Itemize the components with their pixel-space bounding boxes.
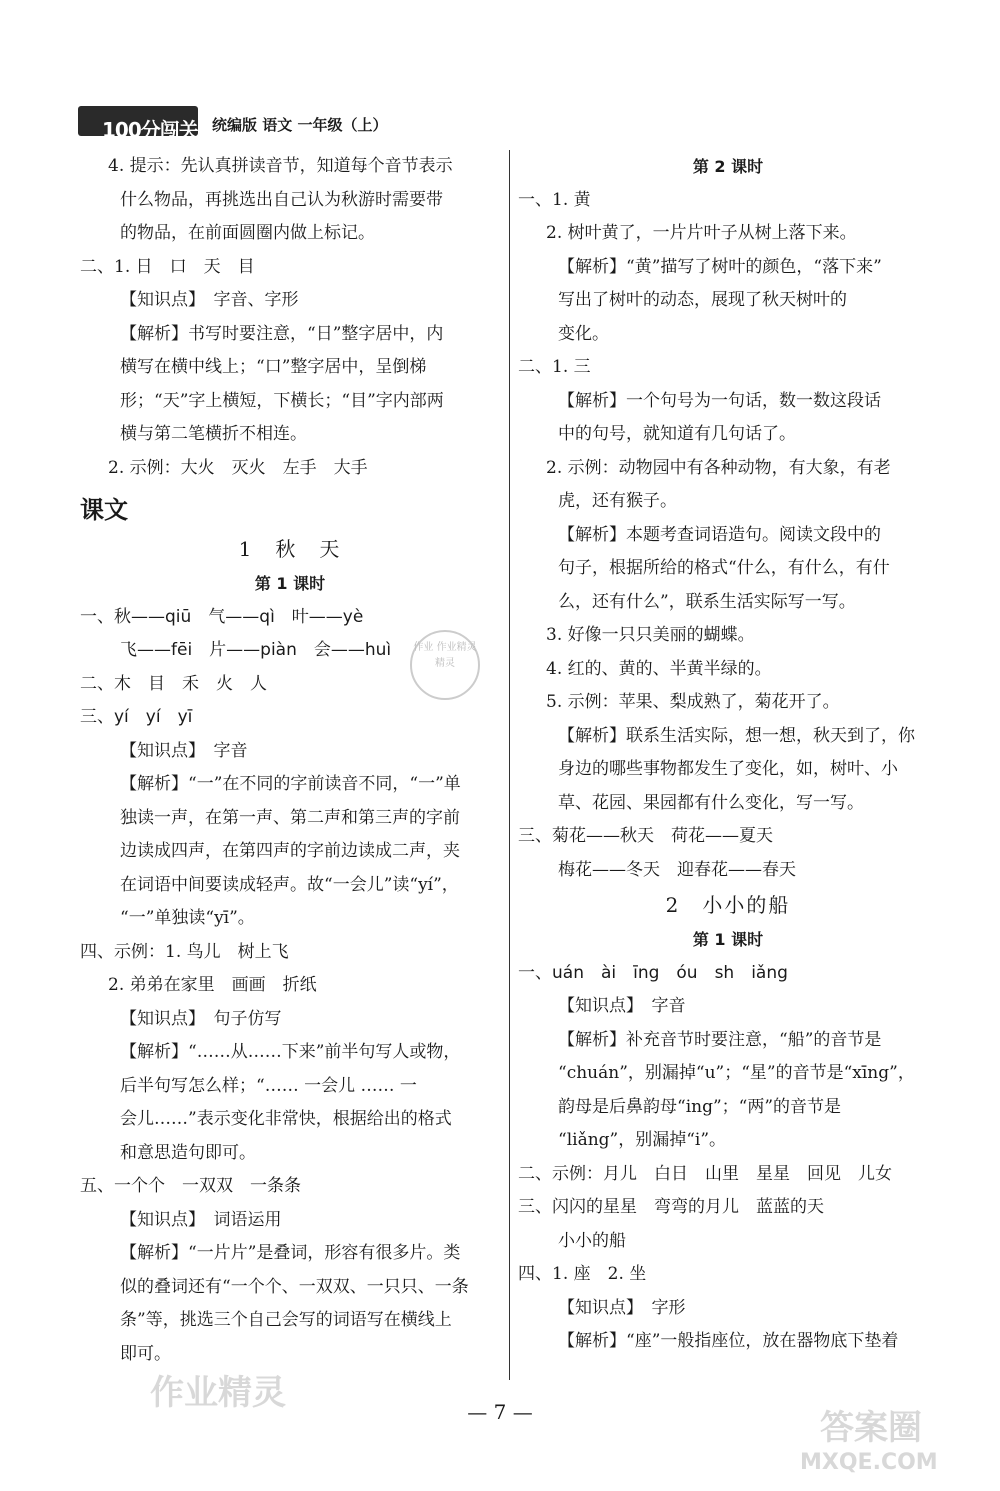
left-line: 【知识点】 句子仿写 (120, 1008, 282, 1029)
right-line: 虎，还有猴子。 (558, 491, 677, 511)
right-line: 【解析】联系生活实际，想一想，秋天到了，你 (558, 725, 915, 746)
right-column (518, 150, 938, 1359)
left-line: 4. 提示：先认真拼读音节，知道每个音节表示 (108, 156, 453, 176)
right-line: 【解析】一个句号为一句话，数一数这段话 (558, 390, 881, 411)
right-line: 【解析】“座”一般指座位，放在器物底下垫着 (558, 1331, 899, 1351)
left-line: 似的叠词还有“一个个、一双双、一只只、一条 (120, 1276, 469, 1297)
left-line: “一”单独读“yī”。 (120, 908, 255, 928)
right-line: 三、闪闪的星星 弯弯的月儿 蓝蓝的天 (518, 1197, 824, 1217)
right-line: 小小的船 (558, 1230, 626, 1251)
left-line: 【知识点】 字音 (120, 740, 248, 761)
left-line: 【解析】“一”在不同的字前读音不同，“一”单 (120, 774, 461, 794)
watermark-bottom-left: 作业精灵 (150, 1373, 286, 1413)
column-divider (509, 150, 510, 1380)
right-line: 么，还有什么”，联系生活实际写一写。 (558, 591, 856, 612)
left-column (80, 150, 500, 1371)
right-line: 句子，根据所给的格式“什么，有什么，有什 (558, 558, 890, 578)
right-line: 2. 树叶黄了，一片片叶子从树上落下来。 (546, 223, 857, 243)
left-line: 五、一个个 一双双 一条条 (80, 1176, 301, 1196)
left-line: 【解析】“……从……下来”前半句写人或物， (120, 1042, 461, 1062)
right-line: “chuán”，别漏掉“u”；“星”的音节是“xīng”， (558, 1063, 915, 1083)
left-line: 后半句写怎么样；“…… 一会儿 …… 一 (120, 1075, 417, 1096)
right-line: 二、1. 三 (518, 357, 591, 377)
left-line: 即可。 (120, 1343, 171, 1364)
right-line: 第 2 课时 (692, 157, 764, 176)
right-line: 二、示例：月儿 白日 山里 星星 回见 儿女 (518, 1163, 892, 1184)
page-header (78, 100, 508, 140)
right-line: 韵母是后鼻韵母“ing”；“两”的音节是 (558, 1096, 842, 1117)
left-line: 和意思造句即可。 (120, 1142, 256, 1163)
right-line: 4. 红的、黄的、半黄半绿的。 (546, 658, 772, 679)
left-line: 独读一声，在第一声、第二声和第三声的字前 (120, 807, 460, 828)
left-line: 1 秋 天 (238, 537, 342, 561)
right-line: 身边的哪些事物都发生了变化，如，树叶、小 (558, 759, 898, 779)
left-line: 【解析】书写时要注意，“日”整字居中，内 (120, 323, 444, 344)
left-line: 第 1 课时 (254, 574, 326, 593)
left-line: 四、示例：1. 鸟儿 树上飞 (80, 941, 289, 962)
right-line: 第 1 课时 (692, 930, 764, 949)
logo-text: 100分闯关 (102, 118, 198, 142)
left-line: 【知识点】 词语运用 (120, 1209, 282, 1230)
left-line: 三、yí yí yī (80, 707, 193, 727)
watermark-stamp: 作业 作业精灵 精灵 (410, 630, 480, 700)
right-line: “liǎng”，别漏掉“i”。 (558, 1130, 727, 1150)
left-line: 在词语中间要读成轻声。故“一会儿”读“yí”， (120, 874, 459, 895)
watermark-site: MXQE.COM (800, 1450, 938, 1475)
left-line: 会儿……”表示变化非常快，根据给出的格式 (120, 1109, 452, 1129)
right-line: 中的句号，就知道有几句话了。 (558, 424, 796, 444)
right-line: 【解析】本题考查词语造句。阅读文段中的 (558, 524, 881, 545)
brand-logo (78, 106, 198, 142)
right-line: 一、1. 黄 (518, 189, 591, 210)
right-line: 四、1. 座 2. 坐 (518, 1264, 647, 1284)
book-title: 统编版 语文 一年级（上） (212, 116, 388, 134)
right-line: 2. 示例：动物园中有各种动物，有大象，有老 (546, 457, 891, 478)
left-line: 横与第二笔横折不相连。 (120, 424, 307, 444)
right-line: 一、uán ài īng óu sh iǎng (518, 962, 788, 983)
left-line: 什么物品，再挑选出自己认为秋游时需要带 (120, 189, 443, 210)
left-line: 横写在横中线上；“口”整字居中，呈倒梯 (120, 357, 427, 377)
right-line: 写出了树叶的动态，展现了秋天树叶的 (558, 290, 847, 310)
left-line: 二、木 目 禾 火 人 (80, 673, 267, 694)
watermark-bottom-right: 答案圈 (820, 1408, 922, 1448)
right-line: 梅花——冬天 迎春花——春天 (558, 859, 796, 880)
right-line: 【解析】“黄”描写了树叶的颜色，“落下来” (558, 256, 882, 277)
left-line: 2. 示例：大火 灭火 左手 大手 (108, 457, 368, 478)
left-line: 【知识点】 字音、字形 (120, 290, 299, 310)
left-line: 2. 弟弟在家里 画画 折纸 (108, 975, 317, 995)
right-line: 3. 好像一只只美丽的蝴蝶。 (546, 625, 755, 645)
left-line: 的物品，在前面圆圈内做上标记。 (120, 223, 375, 243)
left-line: 一、秋——qiū 气——qì 叶——yè (80, 606, 364, 627)
right-line: 【知识点】 字形 (558, 1297, 686, 1318)
right-line: 2 小小的船 (665, 893, 791, 917)
left-line: 二、1. 日 口 天 目 (80, 256, 255, 277)
right-line: 【解析】补充音节时要注意，“船”的音节是 (558, 1029, 882, 1050)
right-line: 变化。 (558, 323, 609, 344)
left-line: 课文 (80, 496, 128, 524)
right-line: 【知识点】 字音 (558, 996, 686, 1016)
page-number: — 7 — (467, 1400, 533, 1424)
left-line: 形；“天”字上横短，下横长；“目”字内部两 (120, 390, 444, 411)
right-line: 5. 示例：苹果、梨成熟了，菊花开了。 (546, 692, 840, 712)
left-line: 条”等，挑选三个自己会写的词语写在横线上 (120, 1310, 452, 1330)
left-line: 边读成四声，在第四声的字前边读成二声，夹 (120, 841, 460, 861)
right-line: 三、菊花——秋天 荷花——夏天 (518, 826, 773, 846)
left-line: 飞——fēi 片——piàn 会——huì (120, 640, 392, 660)
right-line: 草、花园、果园都有什么变化，写一写。 (558, 792, 864, 813)
left-line: 【解析】“一片片”是叠词，形容有很多片。类 (120, 1243, 461, 1263)
